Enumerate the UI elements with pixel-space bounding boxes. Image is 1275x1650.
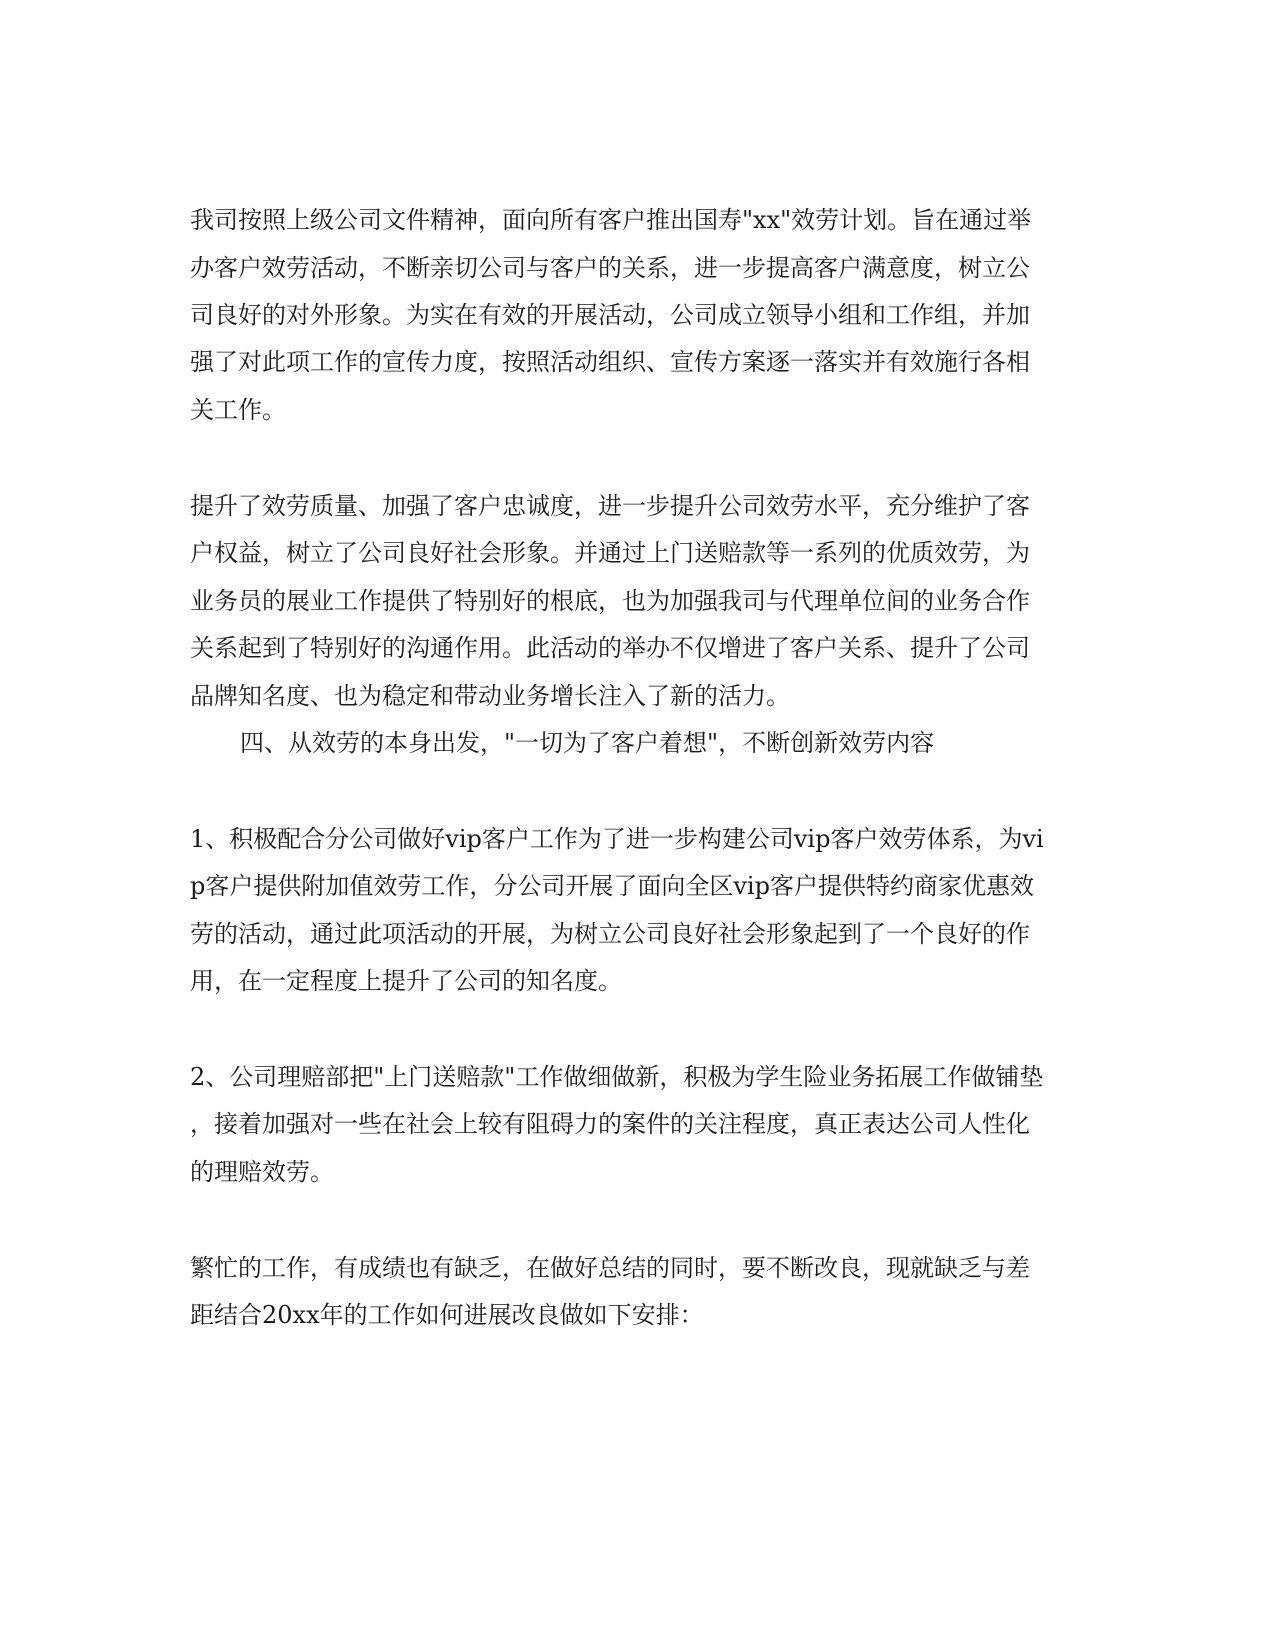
text-line: 提升了效劳质量、加强了客户忠诚度，进一步提升公司效劳水平，充分维护了客 bbox=[190, 492, 1030, 520]
text-line: 关工作。 bbox=[190, 396, 286, 424]
text-line: 业务员的展业工作提供了特别好的根底，也为加强我司与代理单位间的业务合作 bbox=[190, 587, 1030, 615]
text-line: ，接着加强对一些在社会上较有阻碍力的案件的关注程度，真正表达公司人性化 bbox=[190, 1110, 1030, 1138]
text-line: 关系起到了特别好的沟通作用。此活动的举办不仅增进了客户关系、提升了公司 bbox=[190, 634, 1030, 662]
text-line: 2、公司理赔部把"上门送赔款"工作做细做新，积极为学生险业务拓展工作做铺垫 bbox=[190, 1063, 1044, 1091]
text-line: 距结合20xx年的工作如何进展改良做如下安排： bbox=[190, 1301, 704, 1329]
text-line: 品牌知名度、也为稳定和带动业务增长注入了新的活力。 bbox=[190, 682, 790, 710]
text-line: 用，在一定程度上提升了公司的知名度。 bbox=[190, 967, 622, 995]
text-line: 繁忙的工作，有成绩也有缺乏，在做好总结的同时，要不断改良，现就缺乏与差 bbox=[190, 1254, 1030, 1282]
text-line: 户权益，树立了公司良好社会形象。并通过上门送赔款等一系列的优质效劳，为 bbox=[190, 539, 1030, 567]
text-line: 司良好的对外形象。为实在有效的开展活动，公司成立领导小组和工作组，并加 bbox=[190, 301, 1030, 329]
section-heading-4: 四、从效劳的本身出发，"一切为了客户着想"，不断创新效劳内容 bbox=[240, 729, 935, 757]
text-line: 办客户效劳活动，不断亲切公司与客户的关系，进一步提高客户满意度，树立公 bbox=[190, 254, 1030, 282]
text-line: 强了对此项工作的宣传力度，按照活动组织、宣传方案逐一落实并有效施行各相 bbox=[190, 348, 1030, 376]
text-line: 1、积极配合分公司做好vip客户工作为了进一步构建公司vip客户效劳体系，为vi bbox=[190, 825, 1044, 853]
text-line: 的理赔效劳。 bbox=[190, 1158, 334, 1186]
text-line: p客户提供附加值效劳工作，分公司开展了面向全区vip客户提供特约商家优惠效 bbox=[190, 872, 1034, 900]
text-line: 我司按照上级公司文件精神，面向所有客户推出国寿"xx"效劳计划。旨在通过举 bbox=[190, 206, 1032, 234]
text-line: 劳的活动，通过此项活动的开展，为树立公司良好社会形象起到了一个良好的作 bbox=[190, 920, 1030, 948]
